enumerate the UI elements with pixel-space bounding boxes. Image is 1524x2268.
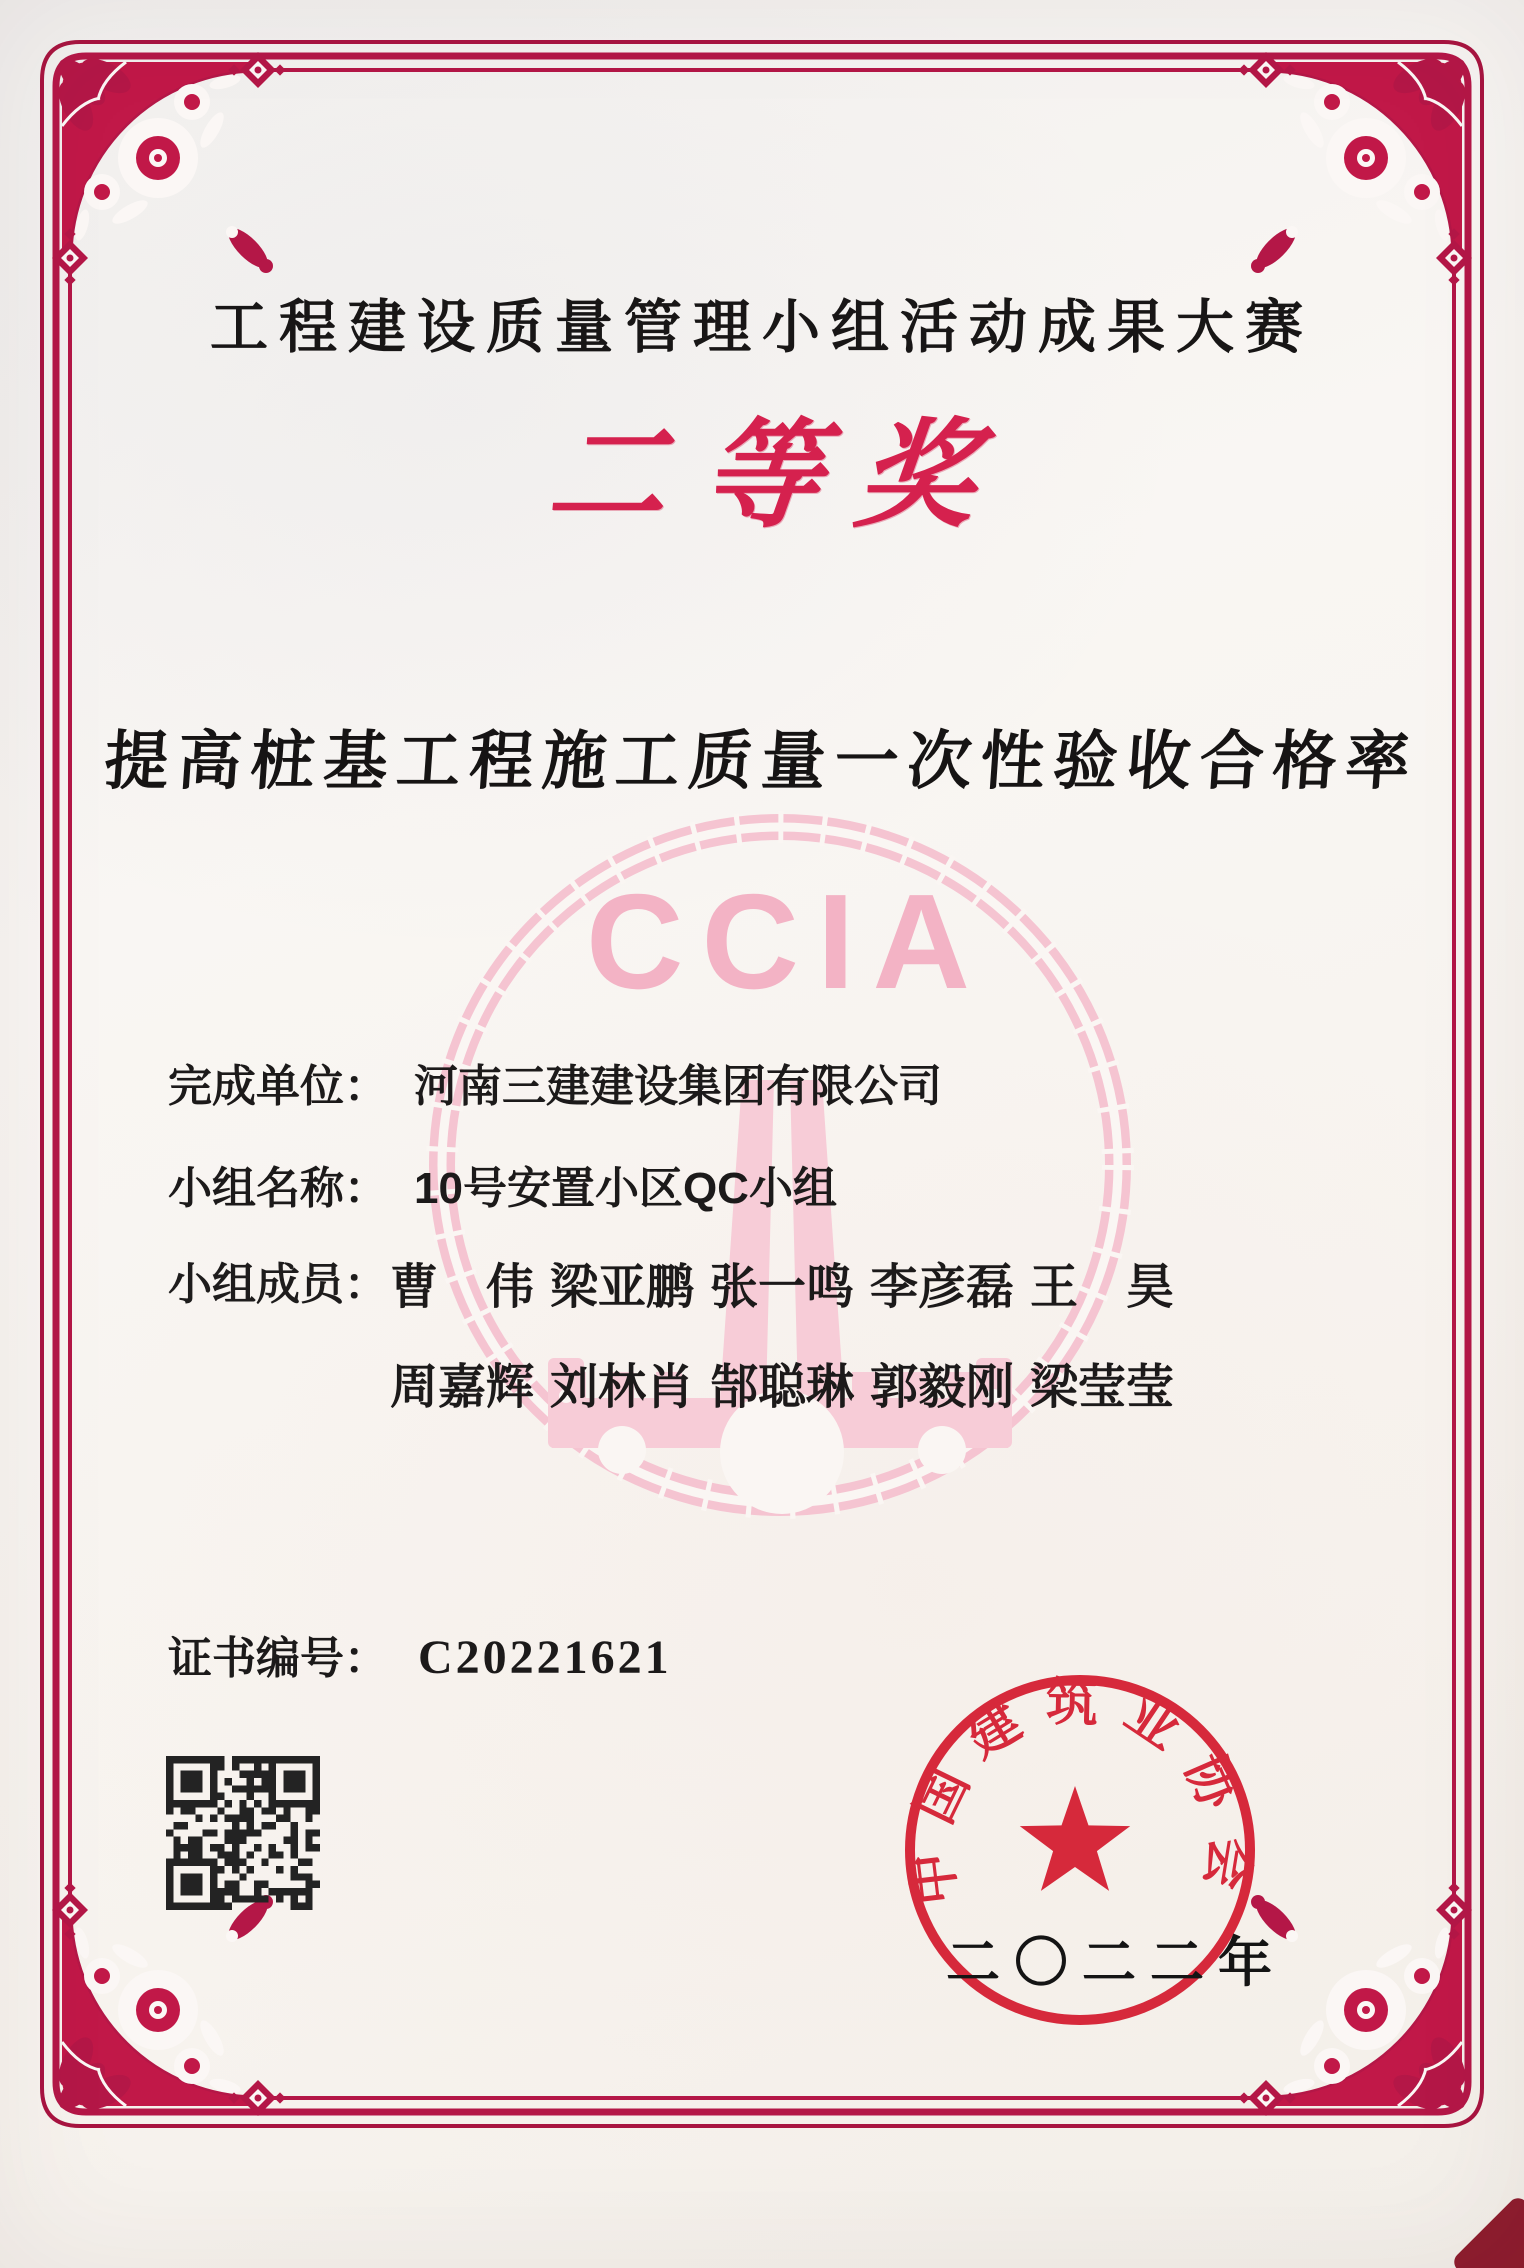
- members-row-2: [390, 1348, 1174, 1417]
- seal-organization-text: 中国建筑业协会: [900, 1673, 1260, 1916]
- member-name: 王 昊: [1029, 1261, 1174, 1314]
- team-value: 10号安置小区QC小组: [414, 1164, 837, 1213]
- certificate-number-label: 证书编号：: [168, 1634, 388, 1683]
- field-completing-unit: [168, 1050, 942, 1114]
- member-name: 刘林肖: [549, 1361, 694, 1414]
- team-label: 小组名称：: [168, 1164, 388, 1213]
- field-team-members: [0, 1248, 1524, 1468]
- qr-code: [166, 1756, 320, 1910]
- seal-star-icon: [1020, 1786, 1130, 1891]
- ccia-acronym: CCIA: [586, 866, 988, 1017]
- year-text: 二〇二二年: [946, 1933, 1286, 1993]
- member-name: 郜聪琳: [709, 1361, 854, 1414]
- unit-label: 完成单位：: [168, 1062, 388, 1111]
- member-name: 周嘉辉: [390, 1361, 535, 1414]
- member-name: 梁亚鹏: [549, 1261, 694, 1314]
- member-name: 郭毅刚: [869, 1361, 1014, 1414]
- members-row-1: [390, 1248, 1174, 1317]
- project-title: 提高桩基工程施工质量一次性验收合格率: [101, 724, 1422, 799]
- member-name: 张一鸣: [709, 1261, 854, 1314]
- certificate-number-value: C20221621: [418, 1631, 672, 1684]
- member-name: 李彦磊: [869, 1261, 1014, 1314]
- member-name: 曹 伟: [390, 1261, 535, 1314]
- competition-title: 工程建设质量管理小组活动成果大赛: [209, 295, 1314, 360]
- members-label: 小组成员：: [168, 1260, 388, 1309]
- field-team-name: [168, 1152, 837, 1216]
- award-char-2: 等: [695, 405, 829, 544]
- member-name: 梁莹莹: [1029, 1361, 1174, 1414]
- award-char-3: 奖: [849, 405, 983, 544]
- corner-flourish-top-right: [1222, 42, 1482, 302]
- certificate-number-row: [168, 1622, 672, 1686]
- corner-flourish-top-left: [42, 42, 302, 302]
- award-title: [0, 400, 1524, 550]
- award-char-1: 二: [541, 405, 675, 544]
- unit-value: 河南三建建设集团有限公司: [414, 1062, 942, 1111]
